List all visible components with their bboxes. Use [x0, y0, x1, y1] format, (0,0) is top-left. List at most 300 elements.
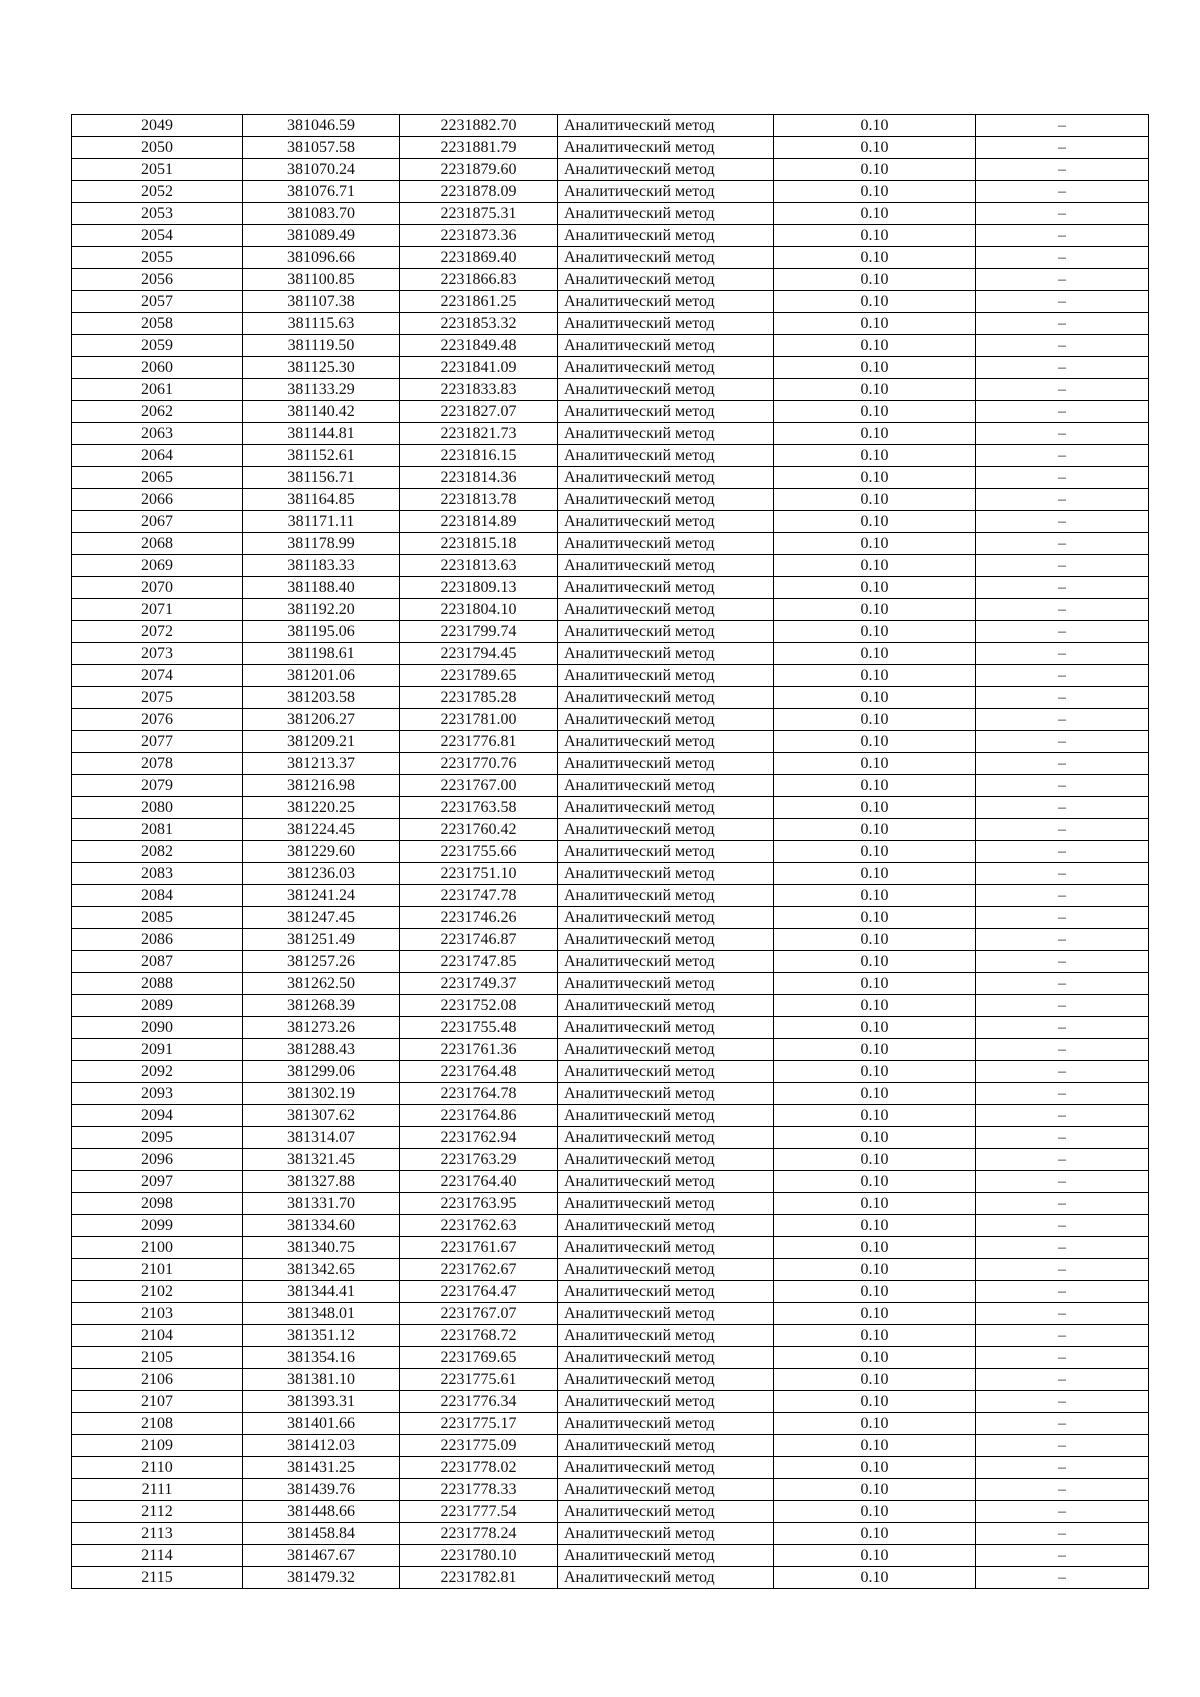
- accuracy-cell: 0.10: [774, 533, 976, 555]
- x-coordinate-cell: 381241.24: [243, 885, 400, 907]
- table-row: [72, 1127, 1149, 1149]
- note-cell: –: [976, 1457, 1149, 1479]
- y-coordinate-cell: 2231775.17: [400, 1413, 558, 1435]
- table-row: [72, 1193, 1149, 1215]
- table-row: [72, 1259, 1149, 1281]
- note-cell: –: [976, 1039, 1149, 1061]
- point-number-cell: 2085: [72, 907, 243, 929]
- y-coordinate-cell: 2231770.76: [400, 753, 558, 775]
- table-row: [72, 1281, 1149, 1303]
- method-cell: Аналитический метод: [558, 1479, 774, 1501]
- x-coordinate-cell: 381178.99: [243, 533, 400, 555]
- table-row: [72, 445, 1149, 467]
- point-number-cell: 2054: [72, 225, 243, 247]
- x-coordinate-cell: 381115.63: [243, 313, 400, 335]
- method-cell: Аналитический метод: [558, 577, 774, 599]
- y-coordinate-cell: 2231882.70: [400, 115, 558, 137]
- method-cell: Аналитический метод: [558, 401, 774, 423]
- method-cell: Аналитический метод: [558, 1303, 774, 1325]
- table-row: [72, 1391, 1149, 1413]
- y-coordinate-cell: 2231866.83: [400, 269, 558, 291]
- y-coordinate-cell: 2231814.89: [400, 511, 558, 533]
- point-number-cell: 2114: [72, 1545, 243, 1567]
- note-cell: –: [976, 1413, 1149, 1435]
- point-number-cell: 2094: [72, 1105, 243, 1127]
- y-coordinate-cell: 2231778.24: [400, 1523, 558, 1545]
- accuracy-cell: 0.10: [774, 401, 976, 423]
- accuracy-cell: 0.10: [774, 863, 976, 885]
- table-row: [72, 1545, 1149, 1567]
- method-cell: Аналитический метод: [558, 1215, 774, 1237]
- note-cell: –: [976, 533, 1149, 555]
- y-coordinate-cell: 2231873.36: [400, 225, 558, 247]
- note-cell: –: [976, 555, 1149, 577]
- table-row: [72, 1039, 1149, 1061]
- accuracy-cell: 0.10: [774, 775, 976, 797]
- table-row: [72, 731, 1149, 753]
- point-number-cell: 2097: [72, 1171, 243, 1193]
- method-cell: Аналитический метод: [558, 269, 774, 291]
- point-number-cell: 2070: [72, 577, 243, 599]
- point-number-cell: 2049: [72, 115, 243, 137]
- method-cell: Аналитический метод: [558, 379, 774, 401]
- x-coordinate-cell: 381046.59: [243, 115, 400, 137]
- x-coordinate-cell: 381262.50: [243, 973, 400, 995]
- accuracy-cell: 0.10: [774, 1479, 976, 1501]
- note-cell: –: [976, 269, 1149, 291]
- x-coordinate-cell: 381140.42: [243, 401, 400, 423]
- y-coordinate-cell: 2231782.81: [400, 1567, 558, 1589]
- point-number-cell: 2099: [72, 1215, 243, 1237]
- x-coordinate-cell: 381307.62: [243, 1105, 400, 1127]
- method-cell: Аналитический метод: [558, 335, 774, 357]
- point-number-cell: 2067: [72, 511, 243, 533]
- y-coordinate-cell: 2231755.66: [400, 841, 558, 863]
- table-row: [72, 1523, 1149, 1545]
- accuracy-cell: 0.10: [774, 1545, 976, 1567]
- method-cell: Аналитический метод: [558, 1391, 774, 1413]
- accuracy-cell: 0.10: [774, 599, 976, 621]
- note-cell: –: [976, 1325, 1149, 1347]
- x-coordinate-cell: 381195.06: [243, 621, 400, 643]
- accuracy-cell: 0.10: [774, 1281, 976, 1303]
- accuracy-cell: 0.10: [774, 291, 976, 313]
- accuracy-cell: 0.10: [774, 467, 976, 489]
- method-cell: Аналитический метод: [558, 1061, 774, 1083]
- note-cell: –: [976, 511, 1149, 533]
- y-coordinate-cell: 2231815.18: [400, 533, 558, 555]
- method-cell: Аналитический метод: [558, 1193, 774, 1215]
- accuracy-cell: 0.10: [774, 1105, 976, 1127]
- method-cell: Аналитический метод: [558, 863, 774, 885]
- method-cell: Аналитический метод: [558, 775, 774, 797]
- y-coordinate-cell: 2231821.73: [400, 423, 558, 445]
- method-cell: Аналитический метод: [558, 599, 774, 621]
- point-number-cell: 2065: [72, 467, 243, 489]
- note-cell: –: [976, 1171, 1149, 1193]
- x-coordinate-cell: 381192.20: [243, 599, 400, 621]
- method-cell: Аналитический метод: [558, 753, 774, 775]
- x-coordinate-cell: 381344.41: [243, 1281, 400, 1303]
- point-number-cell: 2077: [72, 731, 243, 753]
- accuracy-cell: 0.10: [774, 753, 976, 775]
- x-coordinate-cell: 381251.49: [243, 929, 400, 951]
- table-row: [72, 995, 1149, 1017]
- method-cell: Аналитический метод: [558, 1413, 774, 1435]
- y-coordinate-cell: 2231816.15: [400, 445, 558, 467]
- note-cell: –: [976, 599, 1149, 621]
- table-row: [72, 1479, 1149, 1501]
- y-coordinate-cell: 2231778.33: [400, 1479, 558, 1501]
- note-cell: –: [976, 1545, 1149, 1567]
- method-cell: Аналитический метод: [558, 841, 774, 863]
- table-row: [72, 907, 1149, 929]
- y-coordinate-cell: 2231746.26: [400, 907, 558, 929]
- note-cell: –: [976, 687, 1149, 709]
- x-coordinate-cell: 381351.12: [243, 1325, 400, 1347]
- accuracy-cell: 0.10: [774, 643, 976, 665]
- table-body: [72, 115, 1149, 1589]
- accuracy-cell: 0.10: [774, 1391, 976, 1413]
- method-cell: Аналитический метод: [558, 929, 774, 951]
- note-cell: –: [976, 643, 1149, 665]
- y-coordinate-cell: 2231762.94: [400, 1127, 558, 1149]
- x-coordinate-cell: 381213.37: [243, 753, 400, 775]
- coordinates-table: [71, 114, 1149, 1589]
- method-cell: Аналитический метод: [558, 885, 774, 907]
- accuracy-cell: 0.10: [774, 423, 976, 445]
- y-coordinate-cell: 2231809.13: [400, 577, 558, 599]
- accuracy-cell: 0.10: [774, 357, 976, 379]
- point-number-cell: 2079: [72, 775, 243, 797]
- point-number-cell: 2050: [72, 137, 243, 159]
- x-coordinate-cell: 381198.61: [243, 643, 400, 665]
- accuracy-cell: 0.10: [774, 555, 976, 577]
- accuracy-cell: 0.10: [774, 1215, 976, 1237]
- point-number-cell: 2107: [72, 1391, 243, 1413]
- x-coordinate-cell: 381334.60: [243, 1215, 400, 1237]
- table-row: [72, 423, 1149, 445]
- table-row: [72, 775, 1149, 797]
- x-coordinate-cell: 381096.66: [243, 247, 400, 269]
- accuracy-cell: 0.10: [774, 665, 976, 687]
- y-coordinate-cell: 2231879.60: [400, 159, 558, 181]
- table-row: [72, 1017, 1149, 1039]
- x-coordinate-cell: 381479.32: [243, 1567, 400, 1589]
- method-cell: Аналитический метод: [558, 1281, 774, 1303]
- x-coordinate-cell: 381247.45: [243, 907, 400, 929]
- method-cell: Аналитический метод: [558, 1545, 774, 1567]
- accuracy-cell: 0.10: [774, 181, 976, 203]
- note-cell: –: [976, 753, 1149, 775]
- point-number-cell: 2072: [72, 621, 243, 643]
- note-cell: –: [976, 973, 1149, 995]
- method-cell: Аналитический метод: [558, 291, 774, 313]
- note-cell: –: [976, 313, 1149, 335]
- method-cell: Аналитический метод: [558, 1523, 774, 1545]
- note-cell: –: [976, 467, 1149, 489]
- method-cell: Аналитический метод: [558, 313, 774, 335]
- x-coordinate-cell: 381119.50: [243, 335, 400, 357]
- y-coordinate-cell: 2231751.10: [400, 863, 558, 885]
- point-number-cell: 2090: [72, 1017, 243, 1039]
- table-row: [72, 599, 1149, 621]
- method-cell: Аналитический метод: [558, 687, 774, 709]
- table-row: [72, 1435, 1149, 1457]
- method-cell: Аналитический метод: [558, 1457, 774, 1479]
- x-coordinate-cell: 381431.25: [243, 1457, 400, 1479]
- point-number-cell: 2102: [72, 1281, 243, 1303]
- y-coordinate-cell: 2231776.81: [400, 731, 558, 753]
- accuracy-cell: 0.10: [774, 1149, 976, 1171]
- table-row: [72, 335, 1149, 357]
- y-coordinate-cell: 2231768.72: [400, 1325, 558, 1347]
- method-cell: Аналитический метод: [558, 159, 774, 181]
- table-row: [72, 1347, 1149, 1369]
- note-cell: –: [976, 1435, 1149, 1457]
- accuracy-cell: 0.10: [774, 1501, 976, 1523]
- method-cell: Аналитический метод: [558, 423, 774, 445]
- table-row: [72, 467, 1149, 489]
- accuracy-cell: 0.10: [774, 1413, 976, 1435]
- table-row: [72, 555, 1149, 577]
- method-cell: Аналитический метод: [558, 225, 774, 247]
- point-number-cell: 2108: [72, 1413, 243, 1435]
- point-number-cell: 2110: [72, 1457, 243, 1479]
- y-coordinate-cell: 2231780.10: [400, 1545, 558, 1567]
- note-cell: –: [976, 1127, 1149, 1149]
- table-row: [72, 863, 1149, 885]
- point-number-cell: 2092: [72, 1061, 243, 1083]
- table-row: [72, 1061, 1149, 1083]
- note-cell: –: [976, 907, 1149, 929]
- x-coordinate-cell: 381412.03: [243, 1435, 400, 1457]
- y-coordinate-cell: 2231764.47: [400, 1281, 558, 1303]
- method-cell: Аналитический метод: [558, 973, 774, 995]
- accuracy-cell: 0.10: [774, 621, 976, 643]
- x-coordinate-cell: 381171.11: [243, 511, 400, 533]
- table-row: [72, 841, 1149, 863]
- y-coordinate-cell: 2231869.40: [400, 247, 558, 269]
- method-cell: Аналитический метод: [558, 489, 774, 511]
- x-coordinate-cell: 381327.88: [243, 1171, 400, 1193]
- table-row: [72, 621, 1149, 643]
- x-coordinate-cell: 381183.33: [243, 555, 400, 577]
- note-cell: –: [976, 1237, 1149, 1259]
- x-coordinate-cell: 381393.31: [243, 1391, 400, 1413]
- y-coordinate-cell: 2231875.31: [400, 203, 558, 225]
- accuracy-cell: 0.10: [774, 489, 976, 511]
- x-coordinate-cell: 381342.65: [243, 1259, 400, 1281]
- table-row: [72, 269, 1149, 291]
- note-cell: –: [976, 379, 1149, 401]
- table-row: [72, 137, 1149, 159]
- point-number-cell: 2101: [72, 1259, 243, 1281]
- table-row: [72, 203, 1149, 225]
- y-coordinate-cell: 2231799.74: [400, 621, 558, 643]
- table-row: [72, 643, 1149, 665]
- note-cell: –: [976, 291, 1149, 313]
- accuracy-cell: 0.10: [774, 1061, 976, 1083]
- method-cell: Аналитический метод: [558, 1105, 774, 1127]
- method-cell: Аналитический метод: [558, 951, 774, 973]
- table-row: [72, 401, 1149, 423]
- method-cell: Аналитический метод: [558, 357, 774, 379]
- point-number-cell: 2066: [72, 489, 243, 511]
- accuracy-cell: 0.10: [774, 137, 976, 159]
- x-coordinate-cell: 381401.66: [243, 1413, 400, 1435]
- point-number-cell: 2061: [72, 379, 243, 401]
- y-coordinate-cell: 2231778.02: [400, 1457, 558, 1479]
- table-row: [72, 489, 1149, 511]
- note-cell: –: [976, 445, 1149, 467]
- accuracy-cell: 0.10: [774, 885, 976, 907]
- y-coordinate-cell: 2231789.65: [400, 665, 558, 687]
- x-coordinate-cell: 381144.81: [243, 423, 400, 445]
- accuracy-cell: 0.10: [774, 1193, 976, 1215]
- x-coordinate-cell: 381070.24: [243, 159, 400, 181]
- point-number-cell: 2080: [72, 797, 243, 819]
- note-cell: –: [976, 1105, 1149, 1127]
- note-cell: –: [976, 335, 1149, 357]
- point-number-cell: 2087: [72, 951, 243, 973]
- method-cell: Аналитический метод: [558, 555, 774, 577]
- x-coordinate-cell: 381164.85: [243, 489, 400, 511]
- x-coordinate-cell: 381201.06: [243, 665, 400, 687]
- x-coordinate-cell: 381236.03: [243, 863, 400, 885]
- accuracy-cell: 0.10: [774, 445, 976, 467]
- table-row: [72, 973, 1149, 995]
- note-cell: –: [976, 1479, 1149, 1501]
- y-coordinate-cell: 2231760.42: [400, 819, 558, 841]
- accuracy-cell: 0.10: [774, 1347, 976, 1369]
- y-coordinate-cell: 2231747.78: [400, 885, 558, 907]
- y-coordinate-cell: 2231764.40: [400, 1171, 558, 1193]
- point-number-cell: 2083: [72, 863, 243, 885]
- note-cell: –: [976, 1303, 1149, 1325]
- point-number-cell: 2063: [72, 423, 243, 445]
- table-row: [72, 1171, 1149, 1193]
- x-coordinate-cell: 381100.85: [243, 269, 400, 291]
- note-cell: –: [976, 929, 1149, 951]
- point-number-cell: 2091: [72, 1039, 243, 1061]
- x-coordinate-cell: 381206.27: [243, 709, 400, 731]
- table-row: [72, 159, 1149, 181]
- method-cell: Аналитический метод: [558, 1435, 774, 1457]
- table-row: [72, 819, 1149, 841]
- accuracy-cell: 0.10: [774, 225, 976, 247]
- point-number-cell: 2053: [72, 203, 243, 225]
- accuracy-cell: 0.10: [774, 1259, 976, 1281]
- note-cell: –: [976, 665, 1149, 687]
- x-coordinate-cell: 381156.71: [243, 467, 400, 489]
- note-cell: –: [976, 247, 1149, 269]
- method-cell: Аналитический метод: [558, 181, 774, 203]
- note-cell: –: [976, 1523, 1149, 1545]
- x-coordinate-cell: 381076.71: [243, 181, 400, 203]
- accuracy-cell: 0.10: [774, 907, 976, 929]
- table-row: [72, 1303, 1149, 1325]
- point-number-cell: 2071: [72, 599, 243, 621]
- point-number-cell: 2106: [72, 1369, 243, 1391]
- table-row: [72, 1369, 1149, 1391]
- method-cell: Аналитический метод: [558, 1567, 774, 1589]
- point-number-cell: 2062: [72, 401, 243, 423]
- accuracy-cell: 0.10: [774, 1039, 976, 1061]
- method-cell: Аналитический метод: [558, 445, 774, 467]
- table-row: [72, 291, 1149, 313]
- table-row: [72, 1215, 1149, 1237]
- y-coordinate-cell: 2231833.83: [400, 379, 558, 401]
- point-number-cell: 2074: [72, 665, 243, 687]
- y-coordinate-cell: 2231747.85: [400, 951, 558, 973]
- point-number-cell: 2058: [72, 313, 243, 335]
- y-coordinate-cell: 2231763.29: [400, 1149, 558, 1171]
- point-number-cell: 2105: [72, 1347, 243, 1369]
- y-coordinate-cell: 2231881.79: [400, 137, 558, 159]
- note-cell: –: [976, 797, 1149, 819]
- y-coordinate-cell: 2231827.07: [400, 401, 558, 423]
- point-number-cell: 2059: [72, 335, 243, 357]
- x-coordinate-cell: 381188.40: [243, 577, 400, 599]
- point-number-cell: 2069: [72, 555, 243, 577]
- x-coordinate-cell: 381133.29: [243, 379, 400, 401]
- table-row: [72, 1083, 1149, 1105]
- note-cell: –: [976, 577, 1149, 599]
- y-coordinate-cell: 2231761.67: [400, 1237, 558, 1259]
- table-row: [72, 1105, 1149, 1127]
- x-coordinate-cell: 381467.67: [243, 1545, 400, 1567]
- method-cell: Аналитический метод: [558, 1171, 774, 1193]
- point-number-cell: 2098: [72, 1193, 243, 1215]
- note-cell: –: [976, 995, 1149, 1017]
- accuracy-cell: 0.10: [774, 1567, 976, 1589]
- method-cell: Аналитический метод: [558, 643, 774, 665]
- table-row: [72, 951, 1149, 973]
- accuracy-cell: 0.10: [774, 819, 976, 841]
- table-row: [72, 709, 1149, 731]
- accuracy-cell: 0.10: [774, 1171, 976, 1193]
- table-row: [72, 1325, 1149, 1347]
- accuracy-cell: 0.10: [774, 1083, 976, 1105]
- note-cell: –: [976, 489, 1149, 511]
- accuracy-cell: 0.10: [774, 577, 976, 599]
- point-number-cell: 2103: [72, 1303, 243, 1325]
- point-number-cell: 2113: [72, 1523, 243, 1545]
- table-row: [72, 1457, 1149, 1479]
- table-row: [72, 665, 1149, 687]
- point-number-cell: 2084: [72, 885, 243, 907]
- accuracy-cell: 0.10: [774, 709, 976, 731]
- table-row: [72, 247, 1149, 269]
- method-cell: Аналитический метод: [558, 203, 774, 225]
- note-cell: –: [976, 951, 1149, 973]
- table-row: [72, 313, 1149, 335]
- note-cell: –: [976, 357, 1149, 379]
- note-cell: –: [976, 1193, 1149, 1215]
- x-coordinate-cell: 381268.39: [243, 995, 400, 1017]
- table-row: [72, 225, 1149, 247]
- method-cell: Аналитический метод: [558, 709, 774, 731]
- y-coordinate-cell: 2231849.48: [400, 335, 558, 357]
- point-number-cell: 2082: [72, 841, 243, 863]
- accuracy-cell: 0.10: [774, 1369, 976, 1391]
- method-cell: Аналитический метод: [558, 665, 774, 687]
- y-coordinate-cell: 2231762.67: [400, 1259, 558, 1281]
- y-coordinate-cell: 2231853.32: [400, 313, 558, 335]
- method-cell: Аналитический метод: [558, 797, 774, 819]
- method-cell: Аналитический метод: [558, 1083, 774, 1105]
